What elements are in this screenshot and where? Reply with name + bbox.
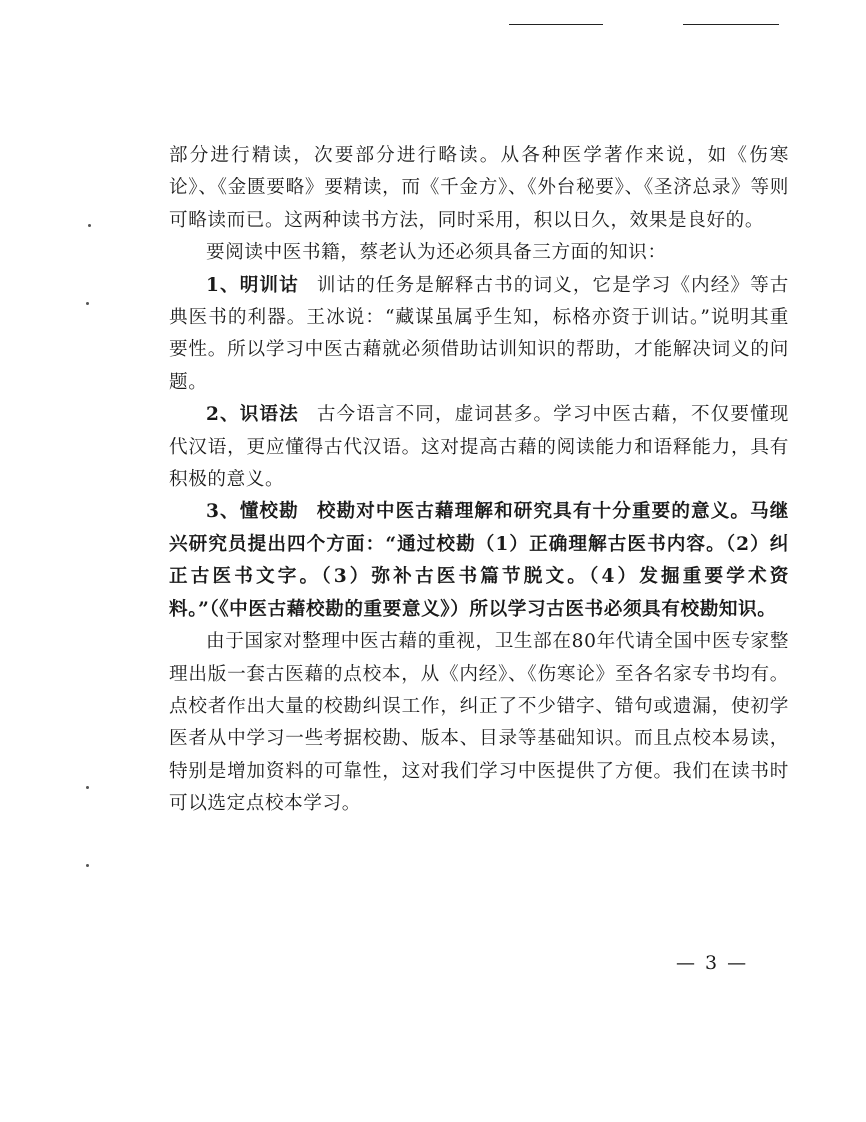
paragraph-jiaokan [169, 496, 789, 626]
paragraph-yufa [169, 399, 789, 496]
scan-speck [88, 224, 91, 227]
section-heading-jiaokan: 3、懂校勘 [206, 501, 299, 523]
paragraph-xungu-text: 训诂的任务是解释古书的词义，它是学习《内经》等古典医书的利器。王冰说：“藏谋虽属乎生知，标格亦资于训诂。”说明其重要性。所以学习中医古藉就必须借助诂训知识的帮助，才能解决词义的问题。 [169, 274, 789, 393]
paragraph-intro-continuation: 部分进行精读，次要部分进行略读。从各种医学著作来说，如《伤寒论》、《金匮要略》要精读，而《千金方》、《外台秘要》、《圣济总录》等则可略读而已。这两种读书方法，同时采用，积以日久，效果是良好的。 [169, 145, 789, 231]
scan-speck [86, 302, 89, 305]
header-rule-right [683, 24, 779, 25]
scan-speck [86, 786, 89, 789]
paragraph-jiaokan-text: 校勘对中医古藉理解和研究具有十分重要的意义。马继兴研究员提出四个方面：“通过校勘（1）正确理解古医书内容。（2）纠正古医书文字。（3）弥补古医书篇节脱文。（4）发掘重要学术资料。”（《中医古藉校勘的重要意义》）所以学习古医书必须具有校勘知识。 [169, 501, 789, 620]
section-heading-xungu: 1、明训诂 [206, 274, 299, 296]
paragraph-dianjiao: 由于国家对整理中医古藉的重视，卫生部在80年代请全国中医专家整理出版一套古医藉的点校本，从《内经》、《伤寒论》至各名家专书均有。点校者作出大量的校勘纠误工作，纠正了不少错字、错句或遗漏，使初学医者从中学习一些考据校勘、版本、目录等基础知识。而且点校本易读，特别是增加资料的可靠性，这对我们学习中医提供了方便。我们在读书时可以选定点校本学习。 [169, 631, 789, 815]
paragraph-xungu [169, 270, 789, 400]
scan-speck [86, 864, 89, 867]
header-rule-left [509, 24, 603, 25]
paragraph-three-knowledge: 要阅读中医书籍，蔡老认为还必须具备三方面的知识： [206, 242, 667, 264]
page-number: — 3 — [676, 952, 749, 974]
paragraph-yufa-text: 古今语言不同，虚词甚多。学习中医古藉，不仅要懂现代汉语，更应懂得古代汉语。这对提高古藉的阅读能力和语释能力，具有积极的意义。 [169, 404, 789, 491]
section-heading-yufa: 2、识语法 [206, 404, 299, 426]
page-body [169, 140, 789, 821]
